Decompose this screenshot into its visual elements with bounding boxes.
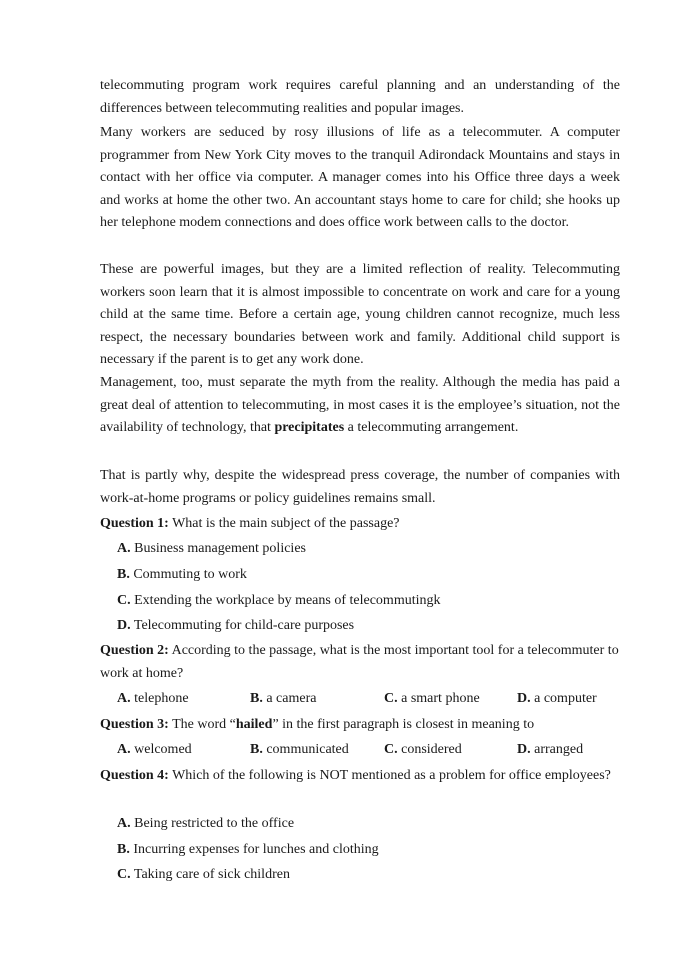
option-text: Telecommuting for child-care purposes [133,618,355,633]
question-4-text: Which of the following is NOT mentioned as a problem for office employees? [172,768,611,783]
option-text: a camera [266,691,317,706]
option-letter: C. [117,593,131,608]
option-text: Extending the workplace by means of telecommutingk [134,593,441,608]
option-letter: A. [117,742,131,757]
passage-paragraph-5: That is partly why, despite the widespread press coverage, the number of companies with work-at-home programs or policy guidelines remains small. [100,468,620,506]
option-text: considered [401,742,462,757]
question-2-label: Question 2: [100,643,169,658]
option-letter: C. [117,867,131,882]
passage-paragraph-2: Many workers are seduced by rosy illusions of life as a telecommuter. A computer programmer from New York City moves to the tranquil Adirondack Mountains and stays in contact with her office via computer. A manager comes into his Office three days a week and works at home the other two. An accountant stays home to care for child; she hooks up her telephone modem connections and does office work between calls to the doctor. [100,125,620,230]
option-letter: B. [117,567,130,582]
option-letter: B. [117,842,130,857]
question-4-label: Question 4: [100,768,169,783]
option-letter: D. [517,742,531,757]
question-1-option-c[interactable] [117,590,617,613]
question-4-option-c[interactable] [117,864,617,887]
question-3-text-start: The word “ [172,717,236,732]
question-1-text: What is the main subject of the passage? [172,516,400,531]
question-2-option-a[interactable] [117,688,189,711]
passage-paragraph-4 [100,372,620,440]
question-3-label: Question 3: [100,717,169,732]
option-letter: B. [250,691,263,706]
question-3 [100,714,620,737]
option-letter: A. [117,816,131,831]
question-1-label: Question 1: [100,516,169,531]
question-1-option-d[interactable] [117,615,617,638]
question-3-option-d[interactable] [517,739,583,762]
option-text: Business management policies [134,541,306,556]
passage-paragraph-3: These are powerful images, but they are a limited reflection of reality. Telecommuting workers soon learn that it is almost impossible to concentrate on work and care for a young child at the same time. Before a certain age, young children cannot recognize, much less respect, the necessary boundaries between work and family. Additional child support is necessary if the parent is to get any work done. [100,262,620,367]
option-letter: A. [117,691,131,706]
option-text: a computer [534,691,597,706]
keyword-hailed: hailed [235,717,273,732]
question-2 [100,640,620,685]
option-text: welcomed [134,742,192,757]
option-letter: D. [117,618,131,633]
question-1-option-b[interactable] [117,564,617,587]
question-2-option-b[interactable] [250,688,316,711]
option-letter: C. [384,742,398,757]
option-letter: B. [250,742,263,757]
option-text: Commuting to work [133,567,247,582]
option-letter: A. [117,541,131,556]
paragraph-4-text-start: Management, too, must separate the myth from the reality. Although the media has paid a great deal of attention to telecommuting, in most cases it is the employee’s situation, not the availability of technology, that [100,375,620,435]
option-text: Incurring expenses for lunches and clothing [133,842,379,857]
question-4-option-a[interactable] [117,813,617,836]
question-3-option-b[interactable] [250,739,349,762]
question-4 [100,765,620,788]
option-text: a smart phone [401,691,480,706]
keyword-precipitates: precipitates [274,420,345,435]
question-4-option-b[interactable] [117,839,617,862]
question-1-option-a[interactable] [117,538,617,561]
option-letter: C. [384,691,398,706]
option-text: Taking care of sick children [133,867,290,882]
question-2-text: According to the passage, what is the most important tool for a telecommuter to work at home? [100,643,619,681]
paragraph-4-text-end: a telecommuting arrangement. [344,420,519,435]
question-3-text-end: ” in the first paragraph is closest in meaning to [272,717,535,732]
question-2-option-c[interactable] [384,688,480,711]
option-text: arranged [534,742,584,757]
option-letter: D. [517,691,531,706]
option-text: telephone [134,691,189,706]
passage-paragraph-1: telecommuting program work requires careful planning and an understanding of the differences between telecommuting realities and popular images. [100,78,620,116]
question-3-option-a[interactable] [117,739,192,762]
question-1 [100,513,620,536]
question-3-option-c[interactable] [384,739,462,762]
option-text: Being restricted to the office [134,816,295,831]
question-2-option-d[interactable] [517,688,597,711]
question-3-options [117,739,627,761]
question-2-options [117,688,627,710]
option-text: communicated [266,742,349,757]
